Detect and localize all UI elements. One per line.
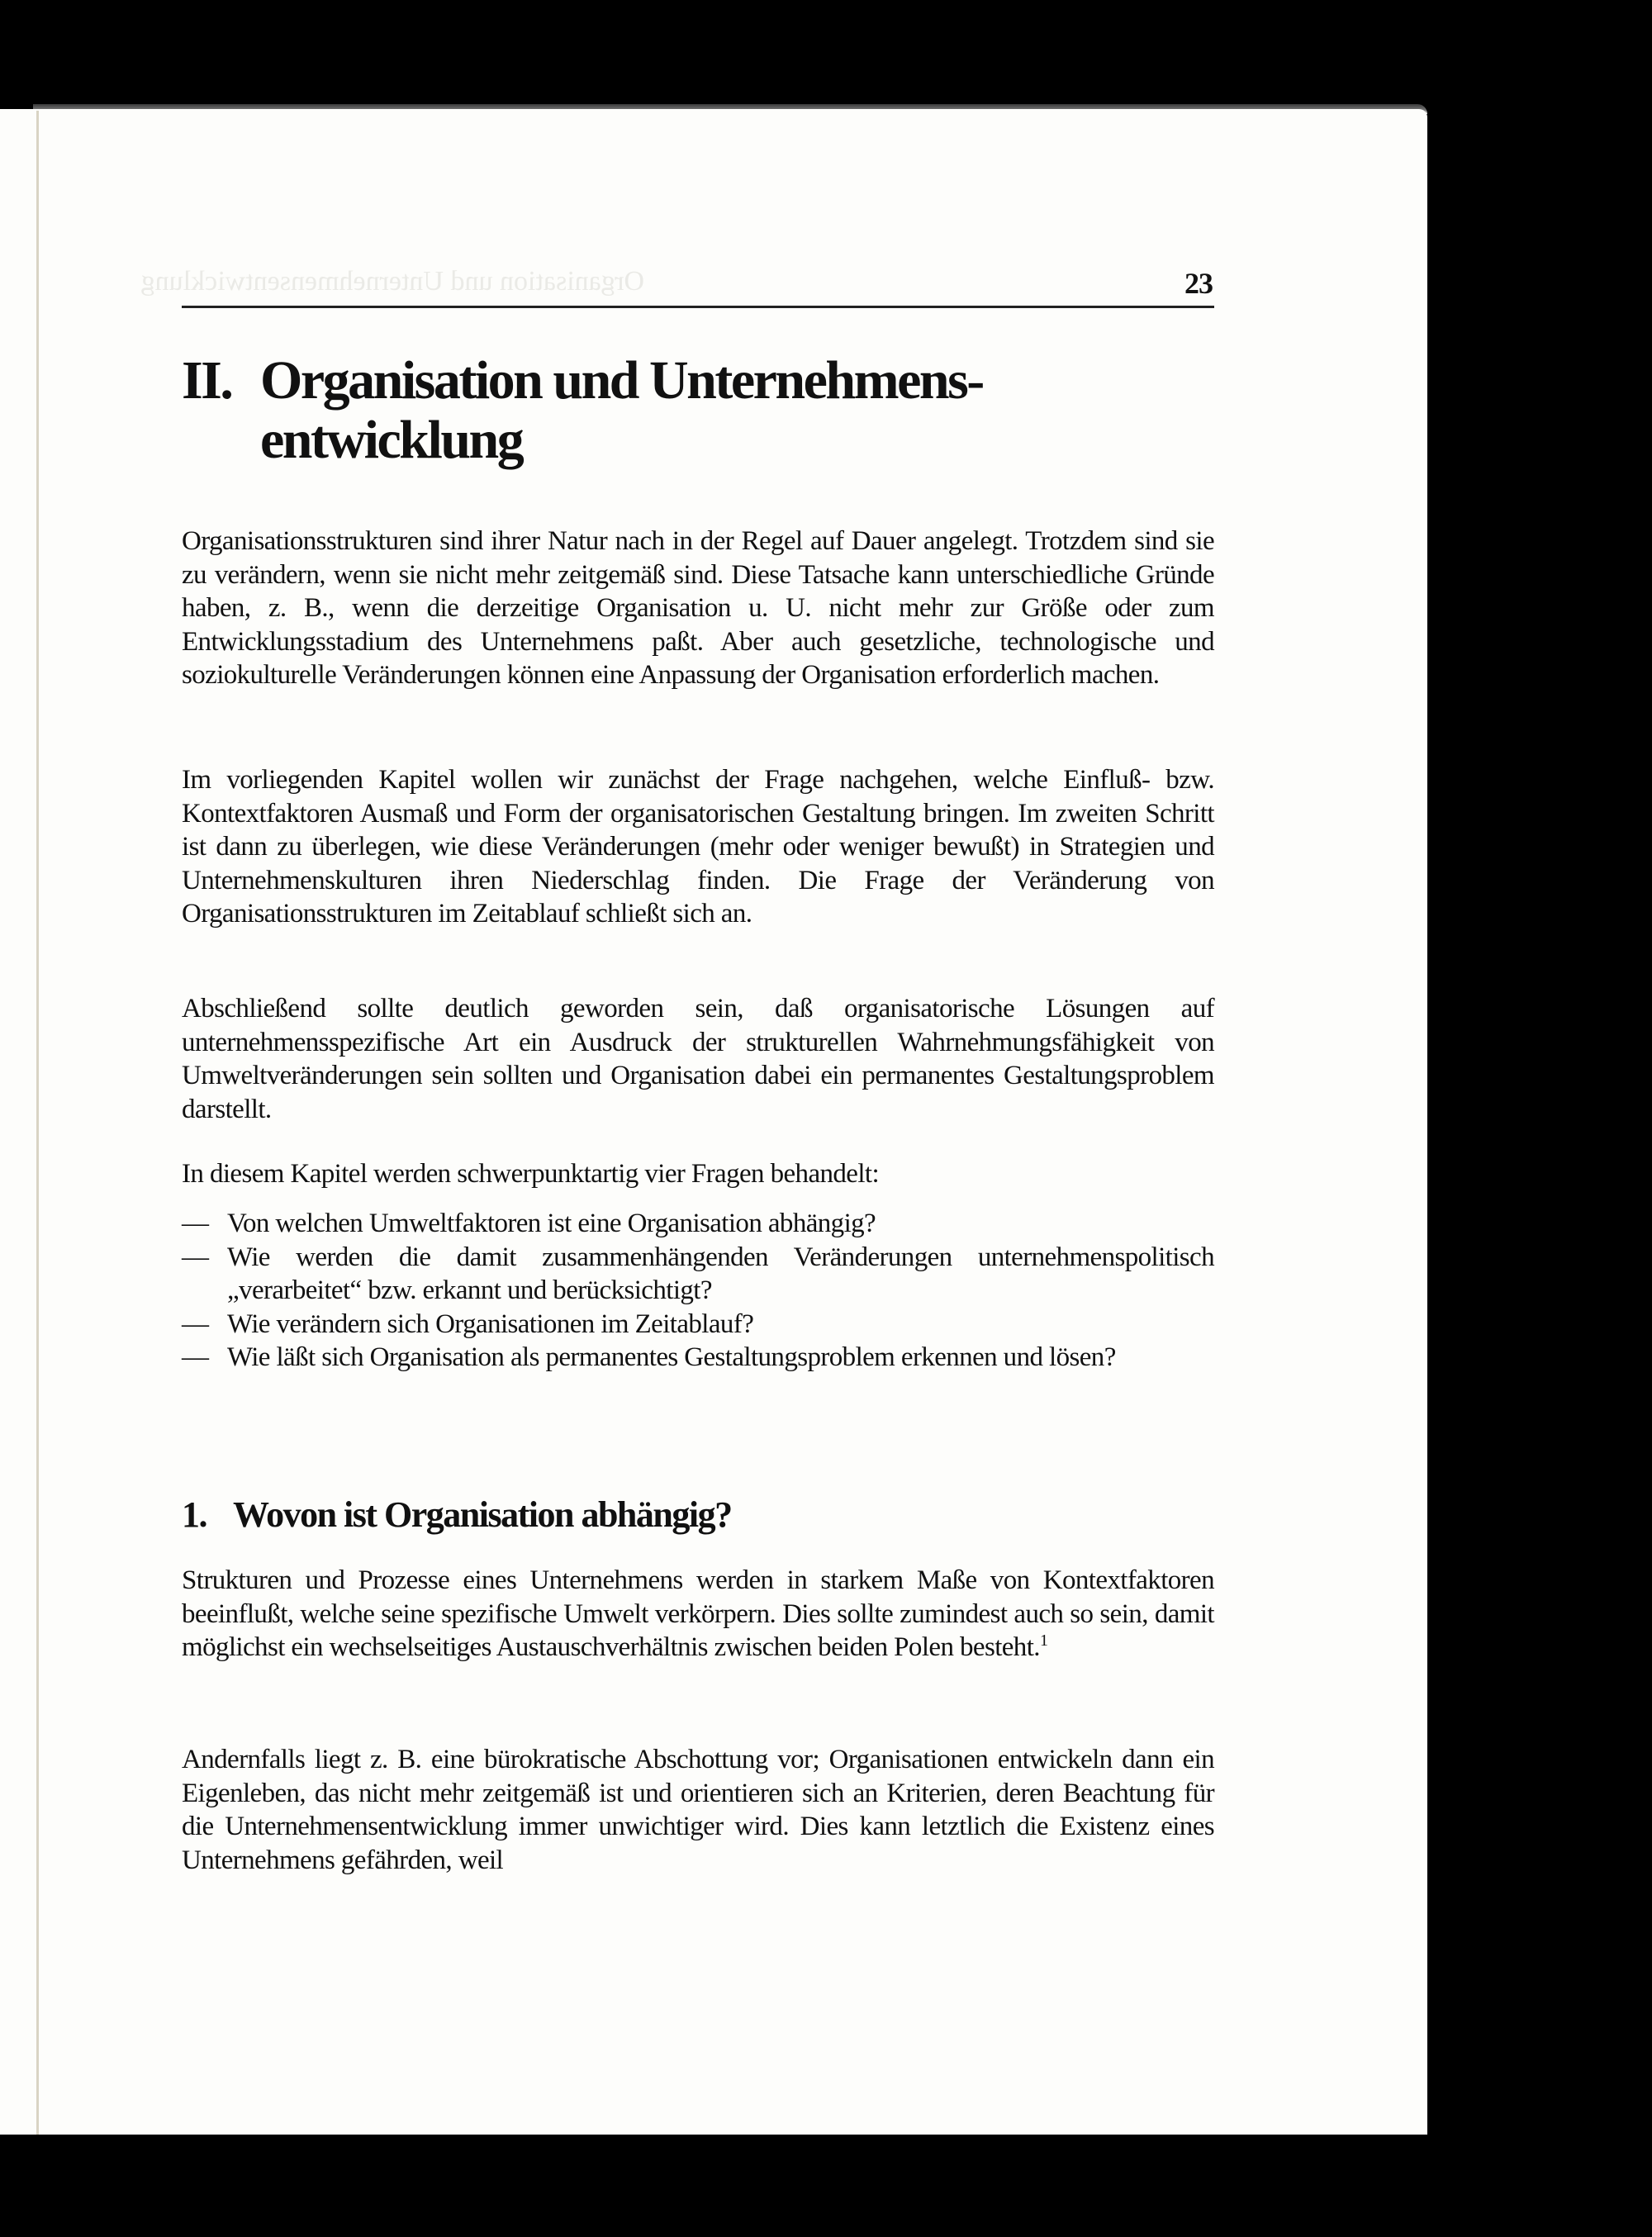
intro-paragraph-2: Im vorliegenden Kapitel wollen wir zunächst der Frage nachgehen, welche Einfluß- bzw. Kontextfaktoren Ausmaß und Form der organisatorischen Gestaltung bringen. Im zweiten Schritt ist dann zu überlegen, wie diese Veränderungen (mehr oder weniger bewußt) in Strategien und Unternehmenskulturen ihren Niederschlag finden. Die Frage der Veränderung von Organisationsstrukturen im Zeitablauf schließt sich an. [182,765,1214,929]
chapter-title-text: Organisation und Unternehmens-entwicklung [260,350,983,470]
list-item [182,1308,1214,1342]
header-rule [182,306,1214,308]
intro-paragraph-1: Organisationsstrukturen sind ihrer Natur nach in der Regel auf Dauer angelegt. Trotzdem sind sie zu verändern, wenn sie nicht mehr zeitgemäß sind. Diese Tatsache kann unterschiedliche Gründe haben, z. B., wenn die derzeitige Organisation u. U. nicht mehr zur Größe oder zum Entwicklungsstadium des Unternehmens paßt. Aber auch gesetzliche, technologische und soziokulturelle Veränderungen können eine Anpassung der Organisation erforderlich machen. [182,526,1214,690]
page-number: 23 [1184,267,1213,300]
list-item [182,1207,1214,1241]
section-paragraph-1-text: Strukturen und Prozesse eines Unternehmens werden in starkem Maße von Kontextfaktoren beeinflußt, welche seine spezifische Umwelt verkörpern. Dies sollte zumindest auch so sein, damit möglichst ein wechselseitiges Austauschverhältnis zwischen beiden Polen besteht. [182,1565,1214,1662]
list-item [182,1341,1214,1375]
section-title-text: Wovon ist Organisation abhängig? [233,1494,732,1535]
bleedthrough-header: Organisation und Unternehmensentwicklung [140,266,644,297]
intro-paragraph-3: Abschließend sollte deutlich geworden sein, daß organisatorische Lösungen auf unternehmensspezifische Art ein Ausdruck der strukturellen Wahrnehmungsfähigkeit von Umweltveränderungen sein sollten und Organisation dabei ein permanentes Gestaltungsproblem darstellt. [182,994,1214,1124]
section-number: 1. [182,1494,206,1535]
questions-lead: In diesem Kapitel werden schwerpunktartig vier Fragen behandelt: [182,1159,880,1189]
question-text: Wie verändern sich Organisationen im Zeitablauf? [227,1308,754,1339]
question-list [182,1207,1214,1375]
dash-bullet: — [182,1308,209,1339]
chapter-number: II. [182,350,232,411]
question-text: Wie werden die damit zusammenhängenden Veränderungen unternehmenspolitisch „verarbeitet“ bzw. erkannt und berücksichtigt? [227,1242,1214,1305]
running-header [140,266,1213,300]
question-text: Wie läßt sich Organisation als permanentes Gestaltungsproblem erkennen und lösen? [227,1342,1116,1372]
dash-bullet: — [182,1242,209,1272]
book-gutter [36,111,39,2135]
dash-bullet: — [182,1209,209,1238]
section-title [182,1494,732,1536]
list-item [182,1241,1214,1308]
section-paragraph-1 [182,1564,1214,1665]
footnote-reference[interactable]: 1 [1039,1631,1048,1650]
dash-bullet: — [182,1342,209,1372]
section-paragraph-2: Andernfalls liegt z. B. eine bürokratische Abschottung vor; Organisationen entwickeln dann ein Eigenleben, das nicht mehr zeitgemäß ist und orientieren sich an Kriterien, deren Beachtung für die Unternehmensentwicklung immer unwichtiger wird. Dies kann letztlich die Existenz eines Unternehmens gefährden, weil [182,1745,1214,1875]
question-text: Von welchen Umweltfaktoren ist eine Organisation abhängig? [227,1209,876,1238]
